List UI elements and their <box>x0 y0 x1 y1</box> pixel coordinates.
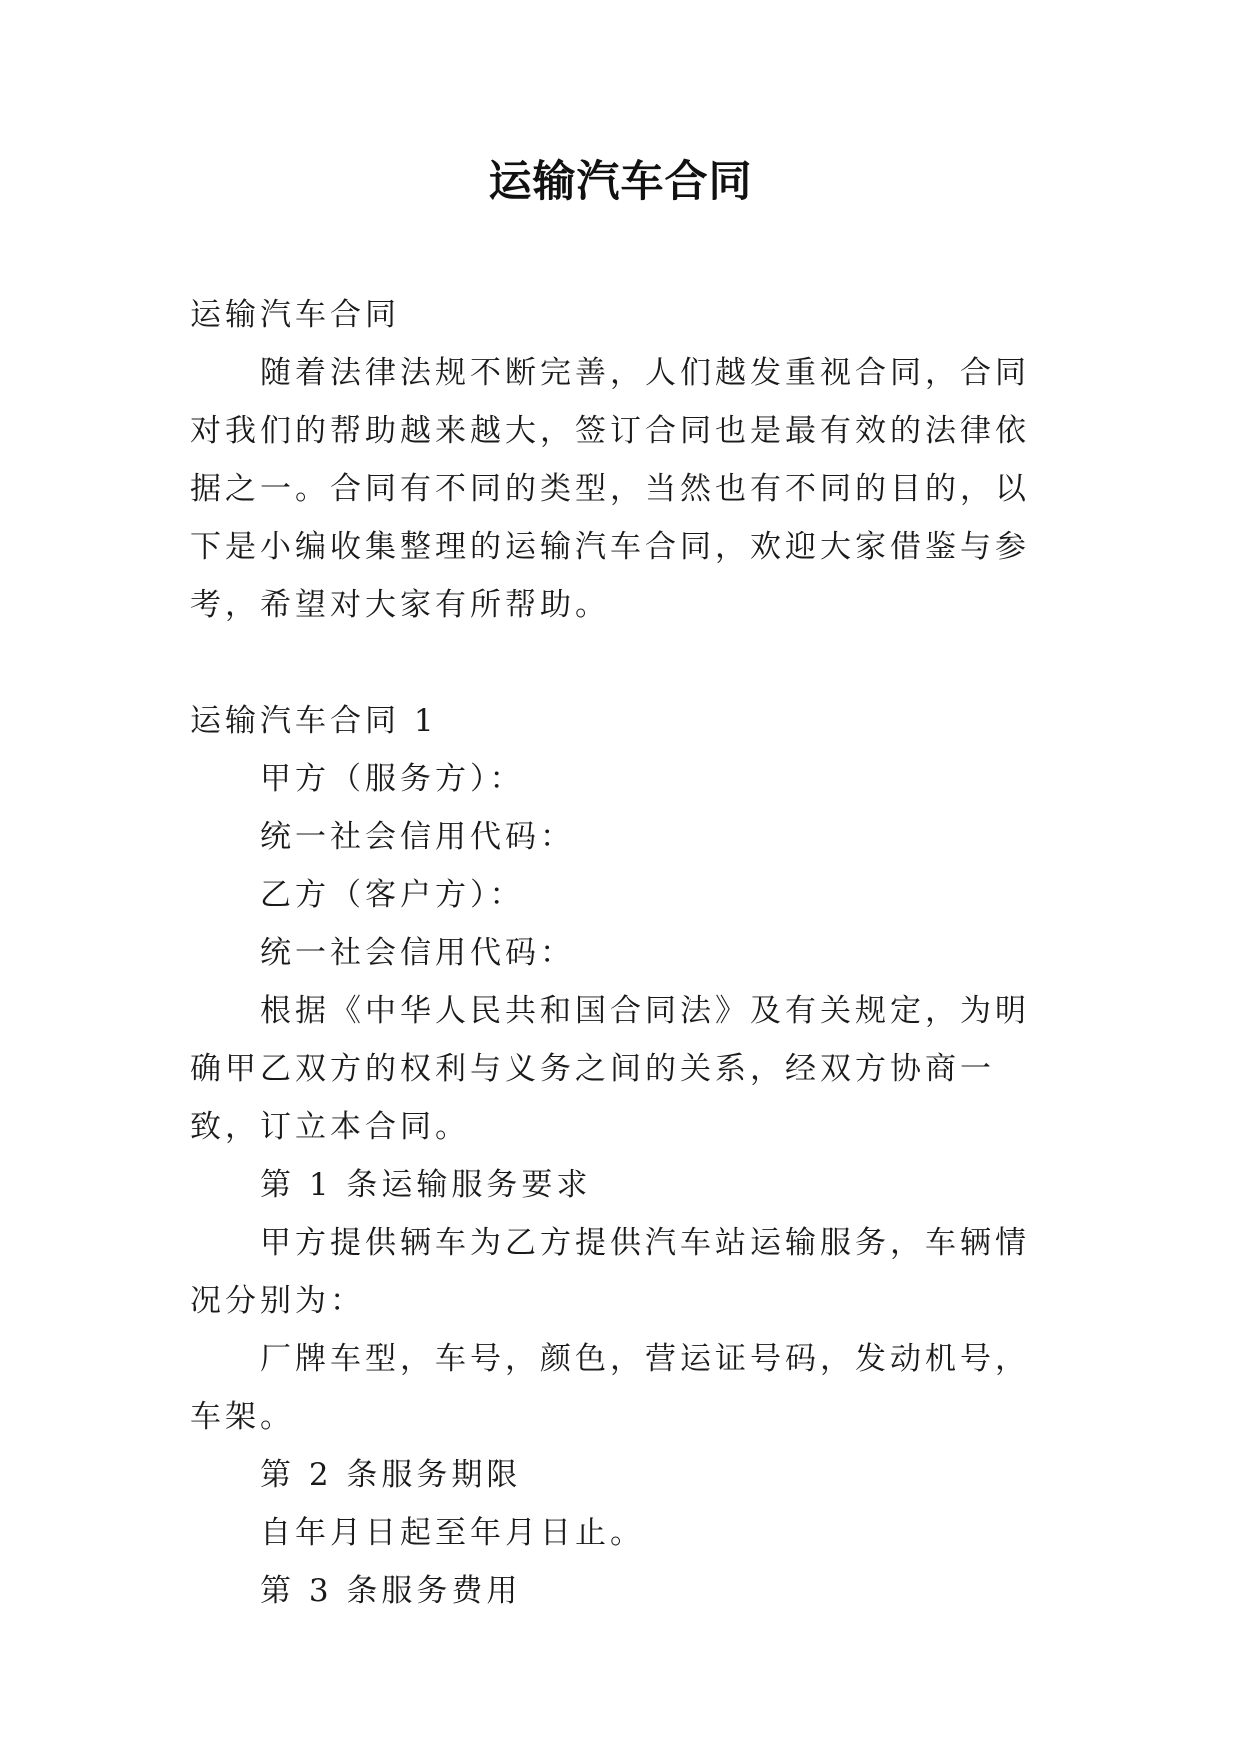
paragraph-gap <box>190 634 1052 692</box>
intro-paragraph: 随着法律法规不断完善，人们越发重视合同，合同对我们的帮助越来越大，签订合同也是最有效的法律依据之一。合同有不同的类型，当然也有不同的目的，以下是小编收集整理的运输汽车合同，欢迎大家借鉴与参考，希望对大家有所帮助。 <box>190 355 1030 623</box>
article-2-text: 自年月日起至年月日止。 <box>260 1515 645 1551</box>
intro-heading: 运输汽车合同 <box>190 297 400 333</box>
document-body <box>190 286 1052 1620</box>
article-3-title: 第 3 条服务费用 <box>260 1573 522 1609</box>
document-title: 运输汽车合同 <box>488 157 753 207</box>
preamble-paragraph: 根据《中华人民共和国合同法》及有关规定，为明确甲乙双方的权利与义务之间的关系，经双方协商一致，订立本合同。 <box>190 993 1030 1145</box>
party-a-line: 甲方（服务方）： <box>260 761 525 797</box>
section-heading: 运输汽车合同 1 <box>190 703 438 739</box>
party-b-line: 乙方（客户方）： <box>260 877 525 913</box>
party-a-credit-code-line: 统一社会信用代码： <box>260 819 575 855</box>
article-2-title: 第 2 条服务期限 <box>260 1457 522 1493</box>
party-b-credit-code-line: 统一社会信用代码： <box>260 935 575 971</box>
article-1-title: 第 1 条运输服务要求 <box>260 1167 592 1203</box>
article-1-text: 甲方提供辆车为乙方提供汽车站运输服务，车辆情况分别为： <box>190 1225 1030 1319</box>
article-1-vehicle-line: 厂牌车型，车号，颜色，营运证号码，发动机号，车架。 <box>190 1341 1030 1435</box>
